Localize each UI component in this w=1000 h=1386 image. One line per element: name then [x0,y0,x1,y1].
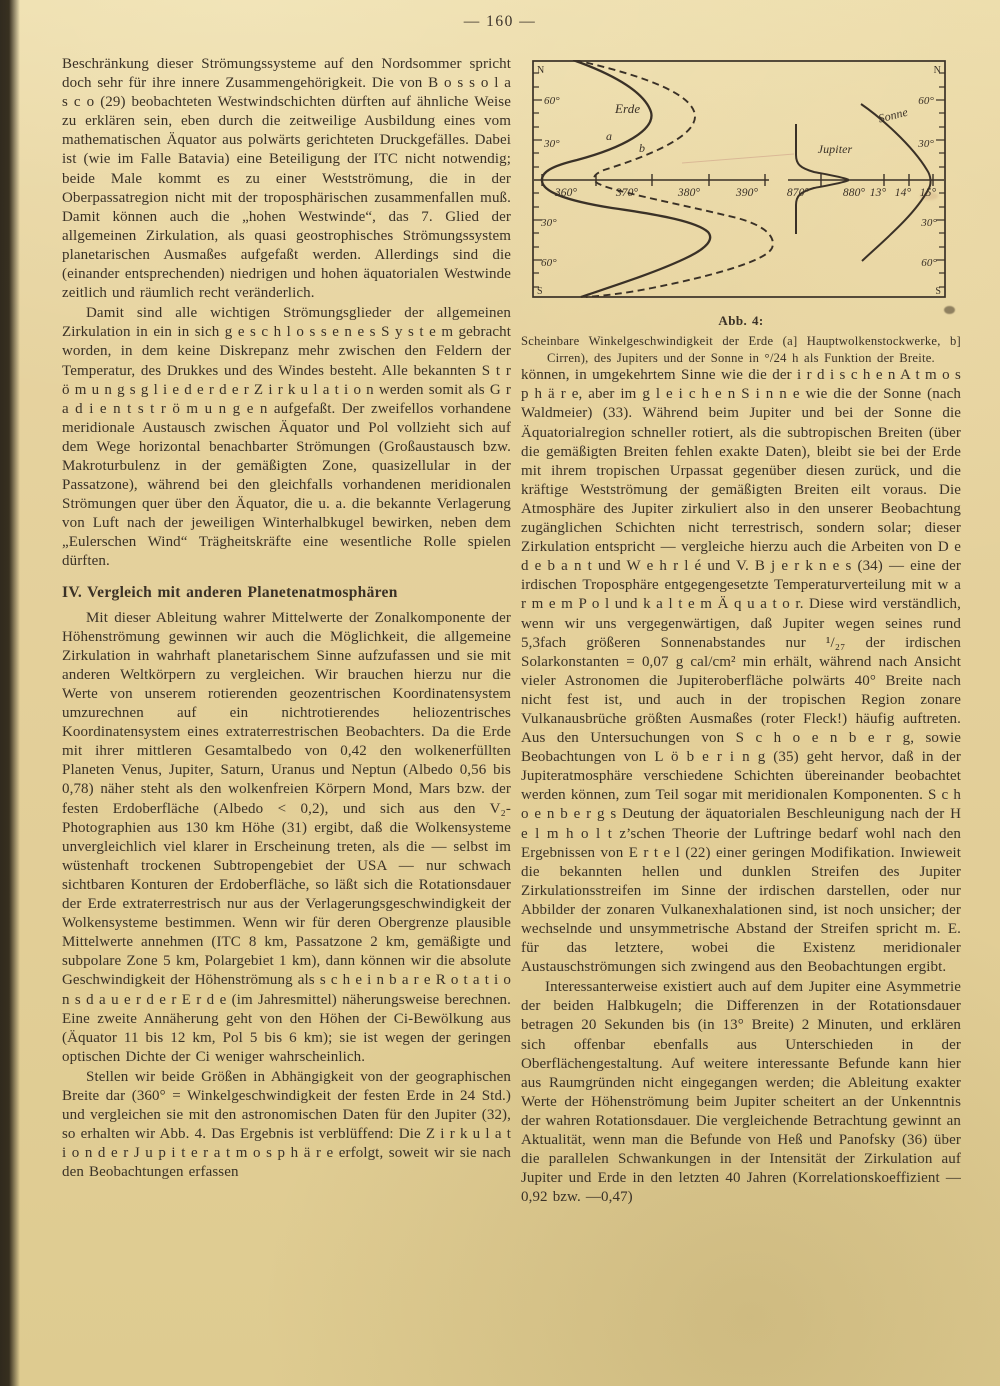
corner-label-s-right: S [935,286,941,297]
paragraph: Interessanterweise existiert auch auf dem Jupiter eine Asymmetrie der beiden Halbkugeln; die Differenzen in der Rotationsdauer betragen 20 Sekunden bis (in 13° Breite) 2 Minuten, und erklären sich offenbar ebenfalls aus Unterschieden in der Oberflächengestaltung. Auf weitere interessante Befunde kann hier aus Raumgründen nicht eingegangen werden; die Ableitung exakter Werte der Höhenströmung beim Jupiter scheitert an der Unkenntnis der wahren Rotationsdauer. Die vergleichende Betrachtung gewinnt an Aktualität, wenn man die Befunde von Heß und Panofsky (36) über die parallelen Schwankungen in der Intensität der Zirkulation auf Jupiter und Erde in den letzten 40 Jahren (Korrelationskoeffizient —0,92 bzw. —0,47) [521,979,961,1206]
figure-caption-title: Abb. 4: [718,313,764,328]
lat-label: 30° [544,138,560,150]
label-sonne: Sonne [876,104,910,126]
abb4-chart [532,60,946,298]
page-number: — 160 — [463,13,537,30]
corner-label-n-left: N [537,65,545,76]
scan-scratch-artifact [682,154,794,163]
curve-labels [606,101,910,156]
figure-caption-text: Scheinbare Winkelgeschwindigkeit der Erde (a] Hauptwolkenstockwerke, b] Cirren), des Jupiters und der Sonne in °/24 h als Funktion der Breite. [521,334,961,365]
right-column [521,60,961,1350]
paragraph: Mit dieser Ableitung wahrer Mittelwerte der Zonalkomponente der Höhenströmung gewinnen wir auch die Möglichkeit, die allgemeine Zirkulation in wahrhaft planetarischem Sinne aufzufassen und sie mit anderen Weltkörpern zu vergleichen. Wir brauchen hierzu nur die Werte von unserem rotierenden geozentrischen Koordinatensystem umzurechnen auf ein nichtrotierendes heliozentrisches Koordinatensystem eines extraterrestrischen Beobachters. Da die Erde mit ihrer mittleren Gesamtalbedo von 0,42 den wolkenerfüllten Planeten Venus, Jupiter, Saturn, Uranus und Neptun (Albedo 0,56 bis 0,78) näher steht als den wolkenfreien Körpern Mond, Mars bzw. der festen Erdoberfläche (Albedo < 0,2), und sich aus den V₂-Photographien aus 130 km Höhe (31) ergibt, daß die Wolkensysteme unvergleichlich viel klarer in Erscheinung treten, als die — selbst im wüstenhaft trockenen Subtropengebiet der USA — nur schwach sichtbaren Konturen der Erdoberfläche, so läßt sich die Rotationsdauer der Erde extraterrestrisch nur aus der Verlagerungsgeschwindigkeit der Wolkensysteme bestimmen. Wenn wir für deren Obergrenze plausible Mittelwerte annehmen (ITC 8 km, Passatzone 2 km, gemäßigte und subpolare Zone 5 km, Polargebiet 1 km), dann können wir die absolute Geschwindigkeit der Höhenströmung als s c h e i n b a r e R o t a t i o n s d a u e r d e r E r d e (im Jahresmittel) näherungsweise berechnen. Eine zweite Annäherung geht von den Höhen der Ci-Bewölkung aus (Äquator 11 bis 12 km, Pol 5 bis 6 km); sie ist wegen der geringen optischen Dichte der Ci weniger wahrscheinlich. [62,609,511,1065]
x-tick-label: 880° [842,187,866,199]
x-tick-label: 370° [615,187,639,199]
paragraph: Beschränkung dieser Strömungssysteme auf den Nordsommer spricht doch sehr für ihre innere Zusammengehörigkeit. Die von B o s s o l a s c o (29) beobachteten Westwindschichten dürften auf ähnliche Weise zu erklären sein, eben durch die zeitweilige Ausbildung eines vom mathematischen Äquator aus polwärts gerichteten Druckgefälles. Dabei ist (wie im Falle Batavia) eine Beteiligung der ITC nicht notwendig; beide Male kommt es zu einer Westströmung, die in der Oberpassatregion nicht mit der troposphärischen zusammenfallen muß. Damit können auch die „hohen Westwinde“, das 7. Glied der allgemeinen Zirkulation, als quasi geostrophisches Strömungssystem planetarischen Ausmaßes aufgefaßt werden. Allerdings sind die (einander entsprechenden) niedrigen und hohen äquatorialen Westwinde zeitlich und räumlich recht veränderlich. [62,56,511,302]
lat-label: 30° [918,138,934,150]
section-heading: IV. Vergleich mit anderen Planetenatmosphären [62,583,398,601]
label-b: b [639,141,646,155]
corner-labels [537,65,941,297]
paragraph: Damit sind alle wichtigen Strömungsglieder der allgemeinen Zirkulation in ein in sich g e s c h l o s s e n e s S y s t e m gebracht worden, in dem keine Diskrepanz mehr zwischen den Feldern der Temperatur, des Drukkes und des Windes besteht. Alle bekannten S t r ö m u n g s g l i e d e r d e r Z i r k u l a t i o n werden somit als G r a d i e n t s t r ö m u n g e n aufgefaßt. Der zweifellos vorhandene meridionale Austausch zwischen Äquator und Pol vollzieht sich auf dem Wege horizontal benachbarter Strömungen (Großaustausch bzw. Makroturbulenz in der gemäßigten Zone, quasizellular in der Passatzone), während bei den gleichfalls vorhandenen meridionalen Strömungen quer über den Äquator, die u. a. die bekannte Verlagerung von Luft nach der jeweiligen Winterhalbkugel bewirken, neben dem „Eulerschen Wind“ Trägheitskräfte eine wesentliche Rolle spielen dürften. [62,305,511,570]
paragraph: Stellen wir beide Größen in Abhängigkeit von der geographischen Breite dar (360° = Winkelgeschwindigkeit der festen Erde in 24 Std.) und vergleichen sie mit den astronomischen Daten für den Jupiter (32), so erhalten wir Abb. 4. Das Ergebnis ist verblüffend: Die Z i r k u l a t i o n d e r J u p i t e r a t m o s p h ä r e erfolgt, soweit wir sie nach den Beobachtungen erfassen [62,1068,511,1181]
lat-label: 60° [544,95,560,107]
paragraph: können, in umgekehrtem Sinne wie die der i r d i s c h e n A t m o s p h ä r e, aber im g l e i c h e n S i n n e wie die der Sonne (nach Waldmeier) (33). Während beim Jupiter und bei der Sonne die Äquatorialregion schneller rotiert, als die subtropischen Breiten (über die gemäßigten Breiten fehlen exakte Daten), bleibt sie bei der Erde mit ihrem tropischen Urpassat gegenüber diesen zurück, und die kräftige Westströmung der gemäßigten Breiten eilt voraus. Die Atmosphäre des Jupiter zirkuliert also in den unserer Beobachtung zugänglichen Schichten nicht terrestrisch, sondern solar; dieser Zirkulation entspricht — vergleiche hierzu auch die Arbeiten von D e d e b a n t und W e h r l é und V. B j e r k n e s (34) — eine der irdischen Troposphäre entgegengesetzte Temperaturverteilung mit w a r m e m P o l und k a l t e m Ä q u a t o r. Diese wird verständlich, wenn wir uns vergegenwärtigen, daß Jupiter wegen seines rund 5,3fach größeren Sonnenabstandes nur ¹/₂₇ der irdischen Solarkonstanten = 0,07 g cal/cm² min erhält, während nach Ansicht vieler Astronomen die Jupiteroberfläche polwärts 40° Breite nach nicht fest ist, und auch in der tropischen Region zonare Vulkanausbrüche größten Ausmaßes (roter Fleck!) häufig auftreten. Aus den Untersuchungen von S c h o e n b e r g, sowie Beobachtungen von L ö b e r i n g (35) geht hervor, daß in der Jupiteratmosphäre verschiedene Schichten übereinander beobachtet werden können, zum Teil sogar mit meridionalen Komponenten. S c h o e n b e r g s Deutung der äquatorialen Beschleunigung nach der H e l m h o l t z’schen Theorie der Luftringe bedarf wohl nach den Ergebnissen von E r t e l (22) einer geringen Modifikation. Inwieweit die bekannten hellen und dunklen Streifen des Jupiter Zirkulationsstreifen im Sinne der irdischen darstellen, oder nur Abbilder der zonaren Vulkanexhalationen sind, ist noch unsicher; der wechselnde und unsymmetrische Abstand der Streifen spricht m. E. für das letztere, wobei die Existenz meridionaler Austauschströmungen sich zwingend aus den Beobachtungen ergibt. [521,367,961,976]
x-tick-label: 13° [869,187,887,199]
figure-caption [521,311,961,366]
scan-edge-shadow [0,0,20,1386]
x-tick-label: 15° [919,187,937,199]
chart-frame [533,61,945,297]
x-tick-label: 390° [735,187,759,199]
label-jupiter: Jupiter [817,142,853,156]
corner-label-s-left: S [537,286,543,297]
lat-label: 30° [541,217,557,229]
lat-label: 60° [541,257,557,269]
x-tick-label: 360° [554,187,578,199]
curve-erde-b [575,60,773,297]
left-column [62,55,511,1355]
corner-label-n-right: N [933,65,941,76]
lat-label: 30° [921,217,937,229]
x-tick-label: 870° [786,187,810,199]
curve-jupiter [796,124,848,234]
x-tick-label: 14° [894,187,912,199]
x-tick-label: 380° [677,187,701,199]
label-a: a [606,129,613,143]
latitude-labels [540,95,937,269]
figure-abb4 [521,60,961,366]
lat-label: 60° [918,95,934,107]
curve-erde-a [542,60,710,297]
curve-sonne [861,104,931,261]
label-erde: Erde [615,101,641,116]
lat-label: 60° [921,257,937,269]
